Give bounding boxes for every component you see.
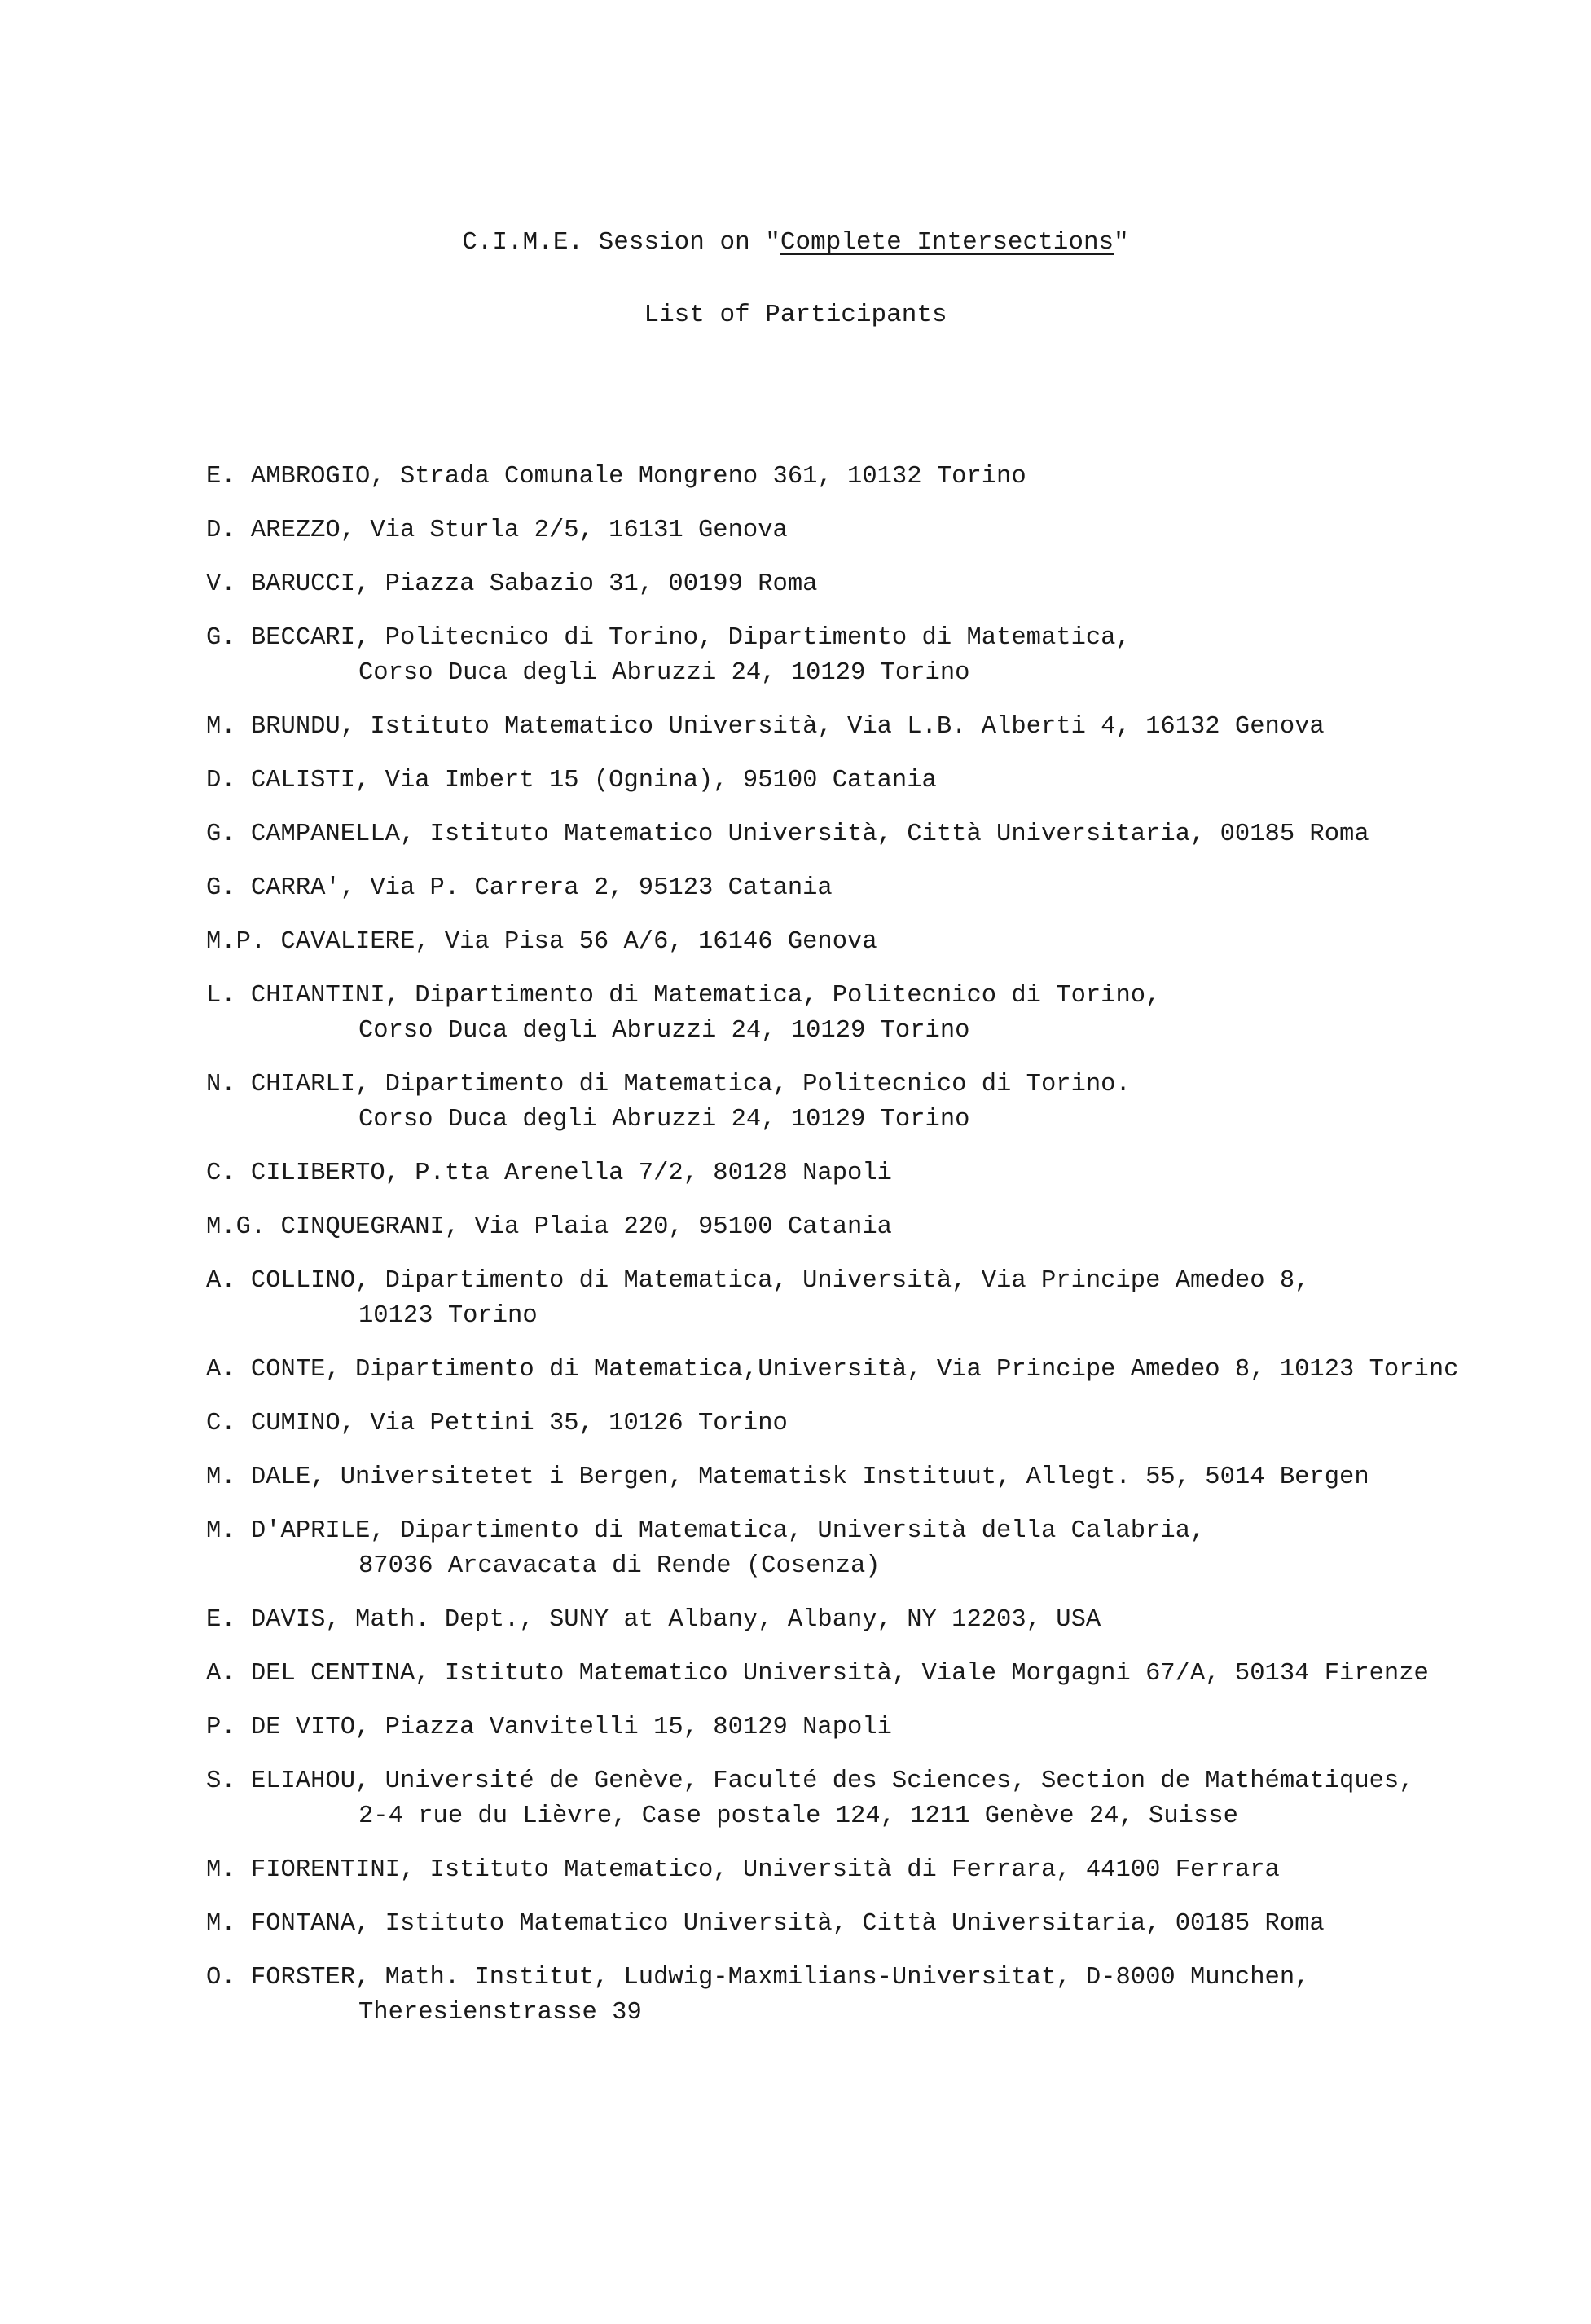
- participant-line: M.P. CAVALIERE, Via Pisa 56 A/6, 16146 Genova: [206, 928, 877, 956]
- participant-entry: [206, 1210, 1575, 1245]
- participant-entry: [206, 1406, 1575, 1441]
- participant-line: V. BARUCCI, Piazza Sabazio 31, 00199 Roma: [206, 570, 818, 598]
- participant-line: M. FIORENTINI, Istituto Matematico, Università di Ferrara, 44100 Ferrara: [206, 1856, 1280, 1884]
- participant-line-continuation: Theresienstrasse 39: [358, 1999, 642, 2027]
- participant-entry: [206, 1764, 1575, 1834]
- participant-line: A. CONTE, Dipartimento di Matematica,Università, Via Principe Amedeo 8, 10123 Torinc: [206, 1356, 1459, 1384]
- participant-entry: [206, 1603, 1575, 1638]
- participant-line: G. CAMPANELLA, Istituto Matematico Università, Città Universitaria, 00185 Roma: [206, 821, 1369, 848]
- participant-entry: [206, 710, 1575, 745]
- participant-entry: [206, 817, 1575, 852]
- participant-line: D. AREZZO, Via Sturla 2/5, 16131 Genova: [206, 517, 788, 544]
- participant-line: M. DALE, Universitetet i Bergen, Matematisk Instituut, Allegt. 55, 5014 Bergen: [206, 1464, 1369, 1491]
- participant-line: A. COLLINO, Dipartimento di Matematica, Università, Via Principe Amedeo 8,: [206, 1267, 1310, 1295]
- participant-line: C. CUMINO, Via Pettini 35, 10126 Torino: [206, 1410, 788, 1437]
- title-suffix: ": [1114, 228, 1129, 257]
- participant-entry: [206, 1067, 1575, 1138]
- participant-line-continuation: 10123 Torino: [358, 1302, 538, 1330]
- participant-line: M. D'APRILE, Dipartimento di Matematica, Università della Calabria,: [206, 1517, 1206, 1545]
- participant-list: [206, 460, 1575, 2049]
- participant-entry: [206, 925, 1575, 960]
- participant-line-continuation: Corso Duca degli Abruzzi 24, 10129 Torino: [358, 1106, 970, 1133]
- participant-entry: [206, 979, 1575, 1049]
- participant-entry: [206, 1514, 1575, 1584]
- participant-line: E. DAVIS, Math. Dept., SUNY at Albany, Albany, NY 12203, USA: [206, 1606, 1101, 1634]
- participant-line: S. ELIAHOU, Université de Genève, Faculté des Sciences, Section de Mathématiques,: [206, 1767, 1414, 1795]
- participant-line: M. FONTANA, Istituto Matematico Università, Città Universitaria, 00185 Roma: [206, 1910, 1325, 1938]
- participant-line-continuation: Corso Duca degli Abruzzi 24, 10129 Torino: [358, 1017, 970, 1045]
- participant-entry: [206, 764, 1575, 799]
- participant-line: N. CHIARLI, Dipartimento di Matematica, Politecnico di Torino.: [206, 1071, 1131, 1098]
- participant-entry: [206, 871, 1575, 906]
- participant-entry: [206, 567, 1575, 602]
- title-prefix: C.I.M.E. Session on ": [462, 228, 780, 257]
- participant-line: P. DE VITO, Piazza Vanvitelli 15, 80129 Napoli: [206, 1714, 892, 1741]
- participant-entry: [206, 1460, 1575, 1495]
- participant-line: G. CARRA', Via P. Carrera 2, 95123 Catania: [206, 874, 833, 902]
- participant-line: G. BECCARI, Politecnico di Torino, Dipartimento di Matematica,: [206, 624, 1131, 652]
- participant-entry: [206, 1853, 1575, 1888]
- participant-entry: [206, 1657, 1575, 1692]
- participant-line: A. DEL CENTINA, Istituto Matematico Università, Viale Morgagni 67/A, 50134 Firenze: [206, 1660, 1429, 1688]
- participant-line: E. AMBROGIO, Strada Comunale Mongreno 361, 10132 Torino: [206, 463, 1026, 491]
- participant-entry: [206, 621, 1575, 691]
- participant-entry: [206, 1156, 1575, 1191]
- participant-line: D. CALISTI, Via Imbert 15 (Ognina), 95100 Catania: [206, 767, 937, 794]
- participant-line: M.G. CINQUEGRANI, Via Plaia 220, 95100 Catania: [206, 1213, 892, 1241]
- participant-line-continuation: 2-4 rue du Lièvre, Case postale 124, 1211 Genève 24, Suisse: [358, 1802, 1238, 1830]
- page-subtitle: List of Participants: [644, 301, 947, 329]
- participant-entry: [206, 1353, 1575, 1388]
- title-topic: Complete Intersections: [780, 228, 1114, 257]
- participant-entry: [206, 460, 1575, 495]
- participant-line-continuation: 87036 Arcavacata di Rende (Cosenza): [358, 1552, 881, 1580]
- participant-line: O. FORSTER, Math. Institut, Ludwig-Maxmilians-Universitat, D-8000 Munchen,: [206, 1964, 1310, 1992]
- page-title: [0, 227, 1591, 259]
- participant-line-continuation: Corso Duca degli Abruzzi 24, 10129 Torino: [358, 659, 970, 687]
- participant-entry: [206, 1961, 1575, 2031]
- participant-entry: [206, 1710, 1575, 1745]
- participant-entry: [206, 513, 1575, 548]
- participant-entry: [206, 1264, 1575, 1334]
- participant-line: C. CILIBERTO, P.tta Arenella 7/2, 80128 Napoli: [206, 1160, 892, 1187]
- participant-line: M. BRUNDU, Istituto Matematico Università, Via L.B. Alberti 4, 16132 Genova: [206, 713, 1325, 741]
- participant-entry: [206, 1907, 1575, 1942]
- participant-line: L. CHIANTINI, Dipartimento di Matematica, Politecnico di Torino,: [206, 982, 1161, 1010]
